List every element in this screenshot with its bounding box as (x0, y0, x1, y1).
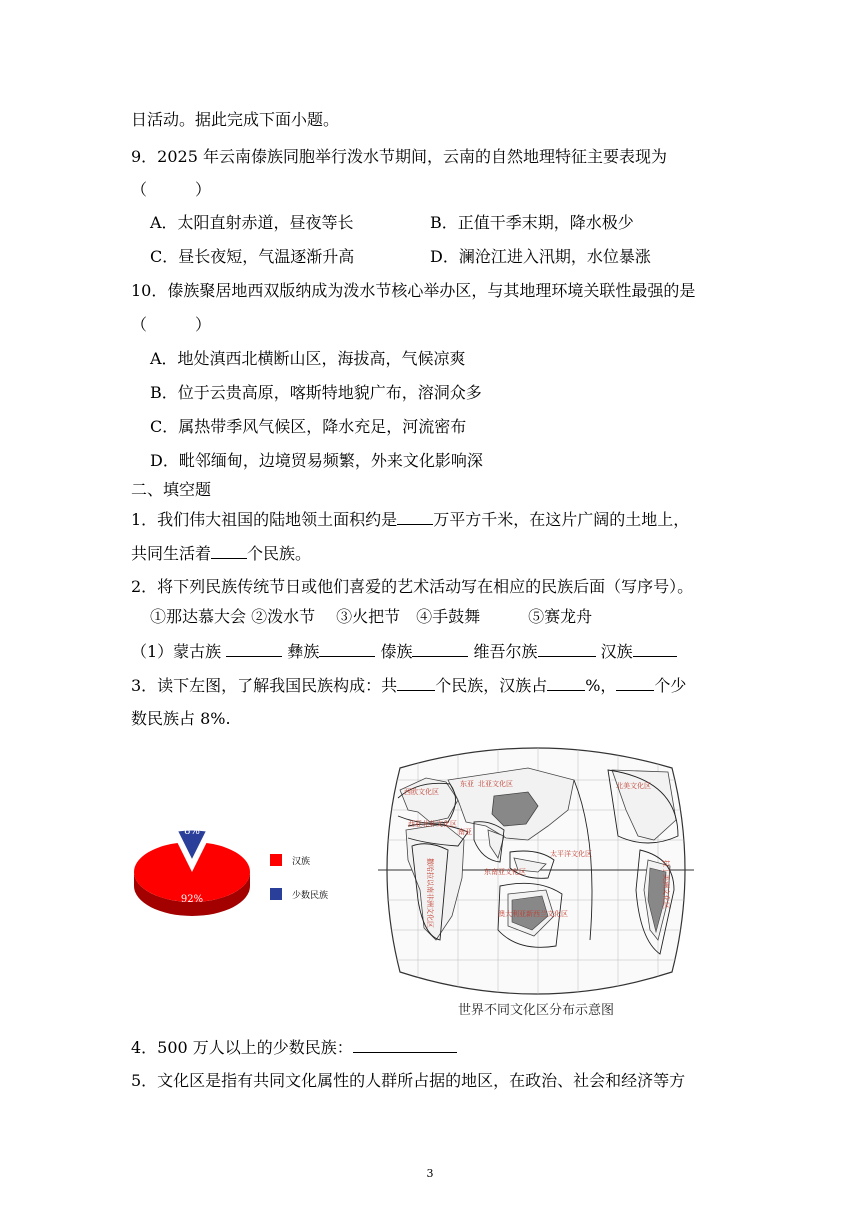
legend-label: 汉族 (292, 857, 311, 867)
legend-swatch (270, 854, 282, 866)
answer-blank[interactable] (211, 542, 247, 559)
option-d: D．毗邻缅甸，边境贸易频繁，外来文化影响深 (150, 451, 483, 470)
label-south-asia: 南亚 (458, 828, 472, 836)
question-10: 10．傣族聚居地西双版纳成为泼水节核心举办区，与其地理环境关联性最强的是 (131, 281, 696, 300)
pie-label-minority: 8% (184, 826, 200, 837)
option-b: B．位于云贵高原，喀斯特地貌广布，溶洞众多 (150, 383, 482, 402)
pie-label-han: 92% (180, 894, 204, 905)
answer-blank[interactable] (226, 640, 282, 657)
label-southeast-asia: 东南亚文化区 (484, 868, 526, 876)
fill-question-2: 2．将下列民族传统节日或他们喜爱的艺术活动写在相应的民族后面（写序号）。 (131, 577, 694, 596)
label-pacific: 太平洋文化区 (550, 850, 592, 858)
answer-blank[interactable] (397, 674, 435, 691)
answer-blank[interactable] (538, 640, 596, 657)
answer-blank[interactable] (412, 640, 468, 657)
answer-blank[interactable] (353, 1036, 457, 1053)
ethnic-composition-pie-chart (130, 820, 360, 930)
page-number: 3 (426, 1167, 434, 1180)
option-a: A．地处滇西北横断山区，海拔高，气候凉爽 (150, 349, 466, 368)
fill-question-3-cont: 数民族占 8%. (131, 709, 231, 728)
label-aus-nz: 澳大利亚新西兰文化区 (498, 910, 568, 918)
text-line: 日活动。据此完成下面小题。 (131, 110, 340, 129)
answer-blank[interactable] (397, 508, 433, 525)
legend-label: 少数民族 (292, 891, 329, 901)
label-north-america: 北美文化区 (616, 782, 651, 790)
fill-question-2-options: ①那达慕大会 ②泼水节 ③火把节 ④手鼓舞 ⑤赛龙舟 (150, 607, 593, 626)
label-east-asia: 东亚 (460, 780, 474, 788)
answer-blank[interactable] (319, 640, 375, 657)
fill-question-5: 5．文化区是指有共同文化属性的人群所占据的地区，在政治、社会和经济等方 (131, 1071, 686, 1090)
fill-question-1: 1．我们伟大祖国的陆地领土面积约是 万平方千米，在这片广阔的土地上， (131, 510, 690, 529)
fill-question-2-answers: （1）蒙古族 彝族 傣族 维吾尔族 汉族 (131, 640, 677, 663)
section-heading: 二、填空题 (131, 480, 212, 499)
question-9: 9．2025 年云南傣族同胞举行泼水节期间，云南的自然地理特征主要表现为 (131, 147, 667, 166)
map-caption: 世界不同文化区分布示意图 (457, 1003, 615, 1018)
label-north-asia: 北亚文化区 (478, 780, 513, 788)
answer-blank[interactable] (633, 640, 677, 657)
answer-paren: （ ） (131, 315, 212, 334)
option-b: B．正值干季末期，降水极少 (430, 213, 634, 232)
option-d: D．澜沧江进入汛期，水位暴涨 (430, 247, 651, 266)
legend-swatch (270, 888, 282, 900)
option-c: C．属热带季风气候区，降水充足，河流密布 (150, 417, 467, 436)
label-latin: 拉丁美洲文化区 (662, 860, 670, 909)
label-west-europe: 西欧文化区 (404, 788, 439, 796)
answer-blank[interactable] (547, 674, 585, 691)
world-culture-regions-map (378, 740, 694, 1020)
option-a: A．太阳直射赤道，昼夜等长 (150, 213, 354, 232)
fill-question-3: 3．读下左图，了解我国民族构成：共 个民族，汉族占 %， 个少 (131, 676, 687, 695)
fill-question-1-cont: 共同生活着 个民族。 (131, 544, 312, 563)
option-c: C．昼长夜短，气温逐渐升高 (150, 247, 355, 266)
answer-blank[interactable] (616, 674, 654, 691)
fill-question-4: 4．500 万人以上的少数民族： (131, 1036, 457, 1059)
label-west-asia: 西亚北非文化区 (408, 820, 457, 828)
answer-paren: （ ） (131, 180, 212, 199)
label-subsahara: 撒哈拉以南非洲文化区 (426, 858, 434, 928)
